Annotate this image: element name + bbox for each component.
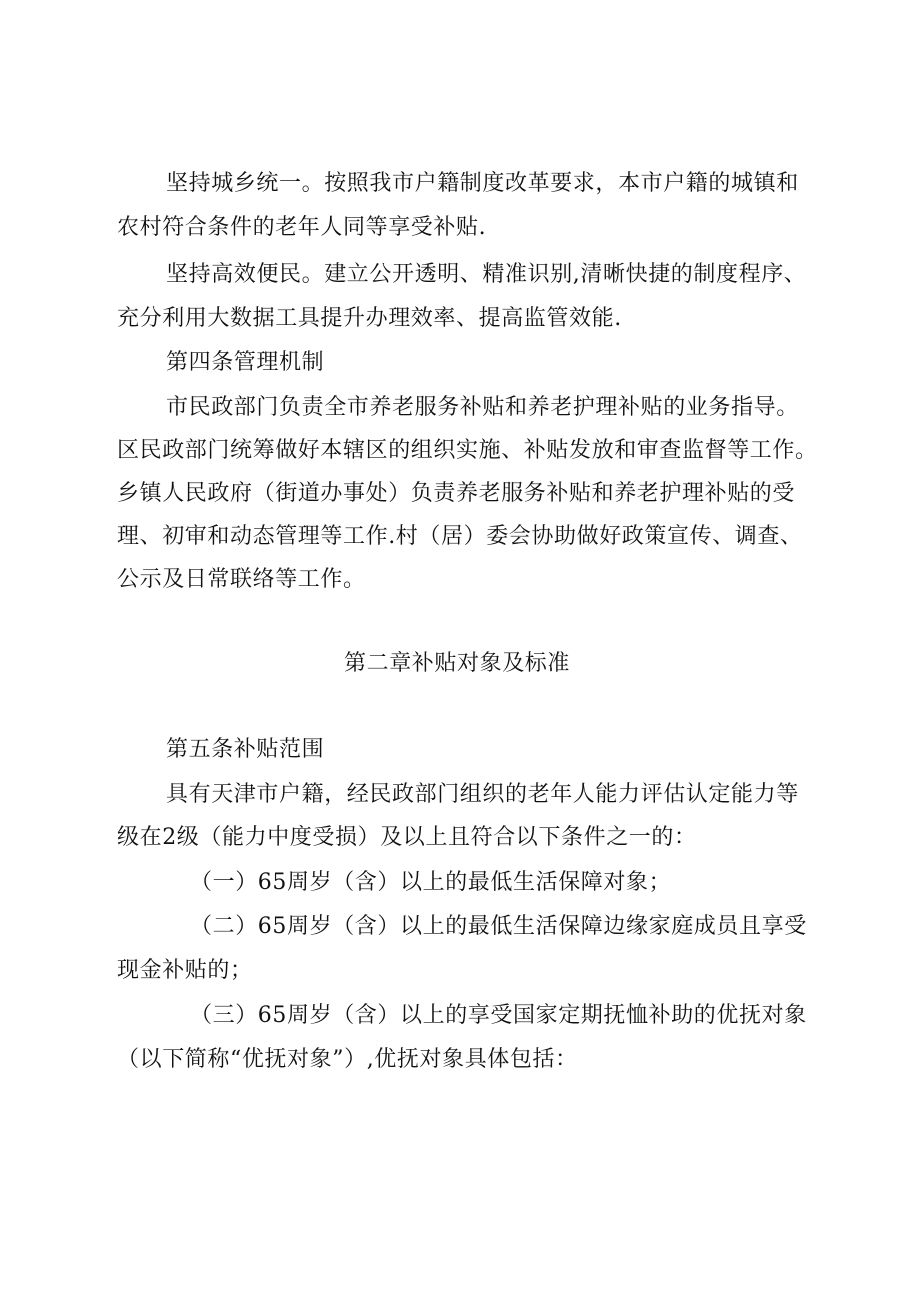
item-3-line-2: （以下简称“优抚对象”）,优抚对象具体包括：	[117, 1047, 578, 1072]
item-2-line-2: 现金补贴的；	[117, 958, 253, 983]
item-2-line-1: （二）65周岁（含）以上的最低生活保障边缘家庭成员且享受	[190, 914, 807, 939]
paragraph-mechanism-line-5: 公示及日常联络等工作。	[117, 567, 366, 592]
paragraph-efficiency-line-2: 充分利用大数据工具提升办理效率、提高监管效能.	[117, 306, 622, 331]
paragraph-urban-rural-line-1: 坚持城乡统一。按照我市户籍制度改革要求，本市户籍的城镇和	[166, 171, 799, 196]
item-3-line-1: （三）65周岁（含）以上的享受国家定期抚恤补助的优抚对象	[190, 1003, 807, 1028]
paragraph-efficiency-line-1: 坚持高效便民。建立公开透明、精准识别,清晰快捷的制度程序、	[166, 262, 807, 287]
paragraph-scope-line-2: 级在2级（能力中度受损）及以上且符合以下条件之一的：	[117, 825, 697, 850]
paragraph-scope-line-1: 具有天津市户籍，经民政部门组织的老年人能力评估认定能力等	[166, 782, 799, 807]
paragraph-urban-rural-line-2: 农村符合条件的老年人同等享受补贴.	[117, 215, 487, 240]
paragraph-mechanism-line-2: 区民政部门统筹做好本辖区的组织实施、补贴发放和审查监督等工作。	[117, 438, 818, 463]
article-5-title: 第五条补贴范围	[166, 737, 325, 762]
chapter-2-title: 第二章补贴对象及标准	[344, 651, 571, 676]
paragraph-mechanism-line-1: 市民政部门负责全市养老服务补贴和养老护理补贴的业务指导。	[166, 395, 799, 420]
item-1-line-1: （一）65周岁（含）以上的最低生活保障对象；	[190, 870, 672, 895]
paragraph-mechanism-line-4: 理、初审和动态管理等工作.村（居）委会协助做好政策宣传、调查、	[117, 524, 803, 549]
article-4-title: 第四条管理机制	[166, 350, 325, 375]
paragraph-mechanism-line-3: 乡镇人民政府（街道办事处）负责养老服务补贴和养老护理补贴的受	[117, 481, 796, 506]
